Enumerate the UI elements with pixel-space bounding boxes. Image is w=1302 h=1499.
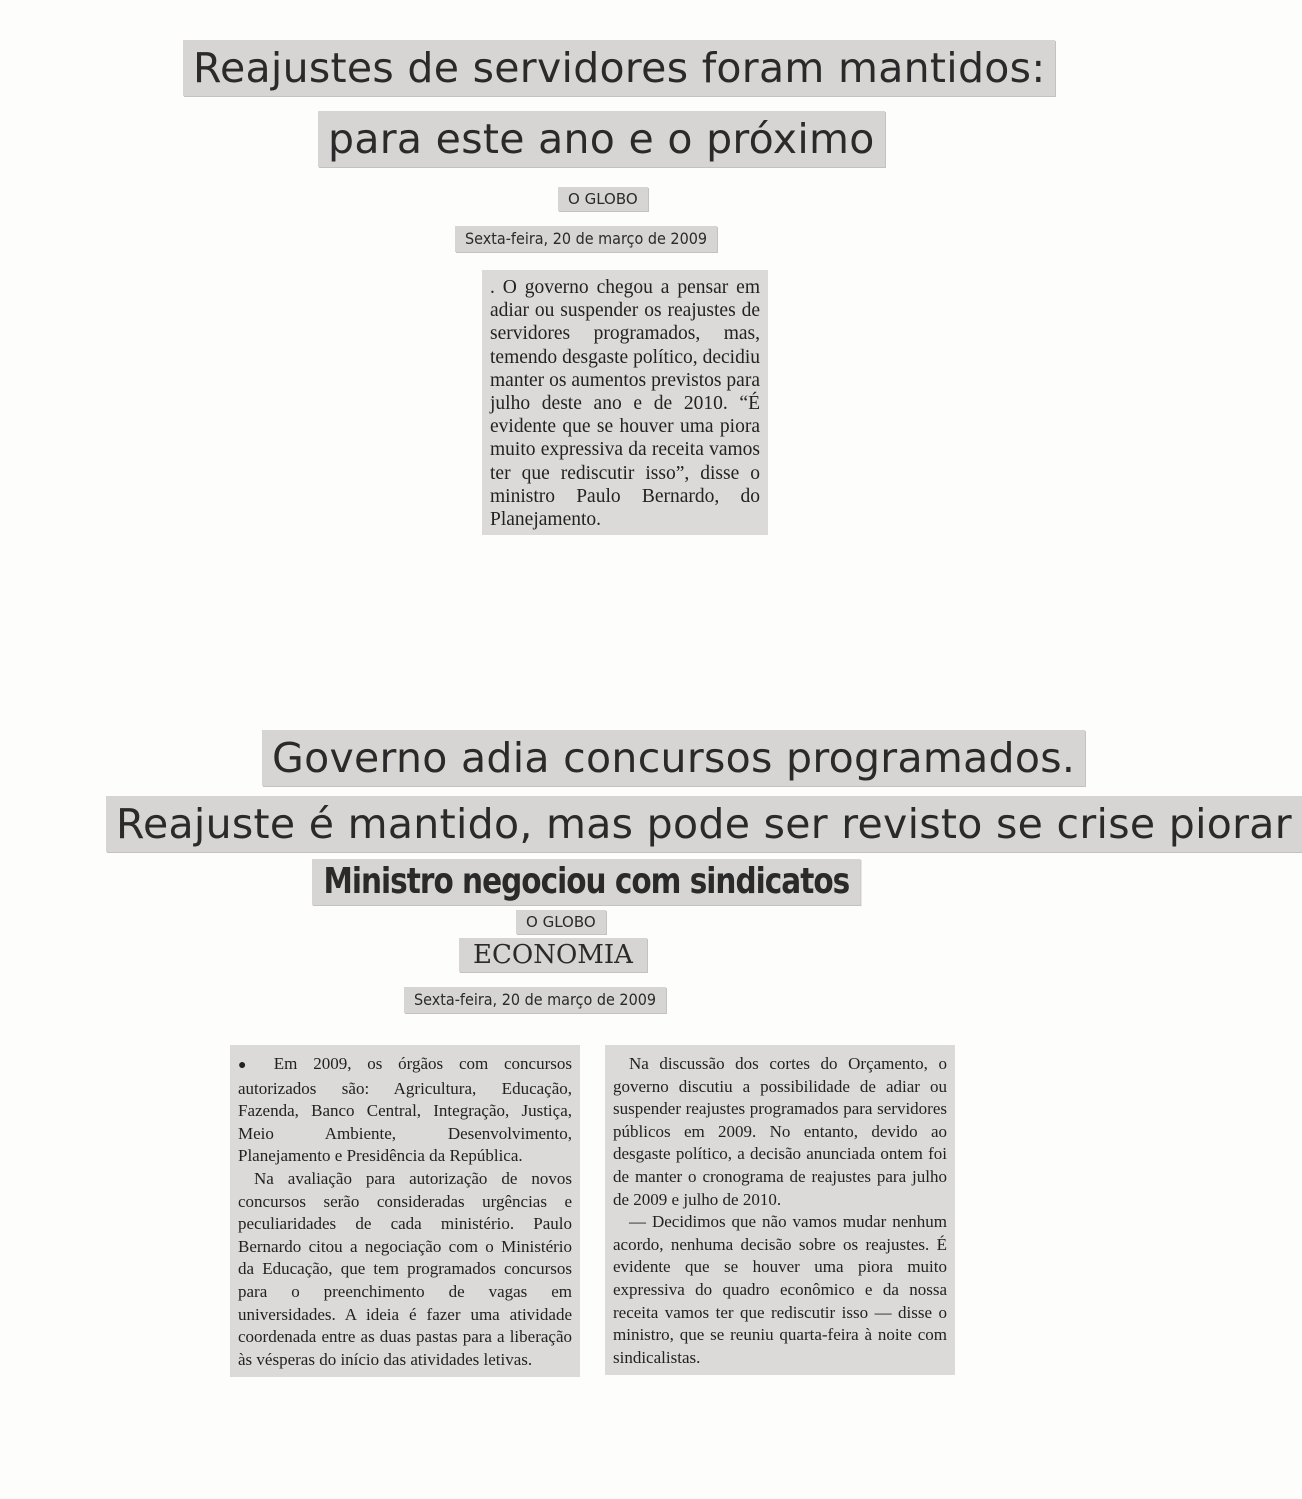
article1-source: O GLOBO xyxy=(558,187,648,211)
article2-headline-line1: Governo adia concursos programados. xyxy=(262,730,1085,786)
article2-col2-paragraph1: Na discussão dos cortes do Orçamento, o governo discutiu a possibilidade de adiar ou suspender reajustes programados para servidores públicos em 2009. No entanto, devido ao desgaste político, a decisão anunciada ontem foi de manter o cronograma de reajustes para julho de 2009 e julho de 2010. xyxy=(613,1054,947,1209)
article2-col2-paragraph2: — Decidimos que não vamos mudar nenhum acordo, nenhuma decisão sobre os reajustes. É evidente que se houver uma piora muito expressiva do quadro econômico e da nossa receita vamos ter que rediscutir isso — disse o ministro, que se reuniu quarta-feira à noite com sindicalistas. xyxy=(613,1212,947,1367)
article1-date: Sexta-feira, 20 de março de 2009 xyxy=(455,226,717,252)
article1-headline-line2: para este ano e o próximo xyxy=(318,111,885,167)
article1-body: . O governo chegou a pensar em adiar ou suspender os reajustes de servidores programados, mas, temendo desgaste político, decidiu manter os aumentos previstos para julho deste ano e de 2010. “É evidente que se houver uma piora muito expressiva da receita vamos ter que rediscutir isso”, disse o ministro Paulo Bernardo, do Planejamento. xyxy=(490,277,760,531)
article2-col1-paragraph1 xyxy=(238,1053,572,1168)
article2-section: ECONOMIA xyxy=(459,938,647,972)
article2-headline-line2: Reajuste é mantido, mas pode ser revisto se crise piorar xyxy=(106,796,1302,852)
article2-col1-paragraph2: Na avaliação para autorização de novos concursos serão consideradas urgências e peculiaridades de cada ministério. Paulo Bernardo citou a negociação com o Ministério da Educação, que tem programados concursos para o preenchimento de vagas em universidades. A ideia é fazer uma atividade coordenada entre as duas pastas para a liberação às vésperas do início das atividades letivas. xyxy=(238,1168,572,1369)
article1-body-column xyxy=(482,270,768,535)
article2-subhead: Ministro negociou com sindicatos xyxy=(312,859,861,905)
article2-date: Sexta-feira, 20 de março de 2009 xyxy=(404,987,666,1013)
article2-column-left xyxy=(230,1045,580,1377)
article1-headline-line1: Reajustes de servidores foram mantidos: xyxy=(183,40,1055,96)
article2-column-right xyxy=(605,1045,955,1375)
bullet-icon: ● xyxy=(238,1058,258,1073)
article2-col1-text1: Em 2009, os órgãos com concursos autorizados são: Agricultura, Educação, Fazenda, Banco Central, Integração, Justiça, Meio Ambiente, Desenvolvimento, Planejamento e Presidência da República. xyxy=(238,1054,572,1166)
article2-source: O GLOBO xyxy=(516,910,606,934)
